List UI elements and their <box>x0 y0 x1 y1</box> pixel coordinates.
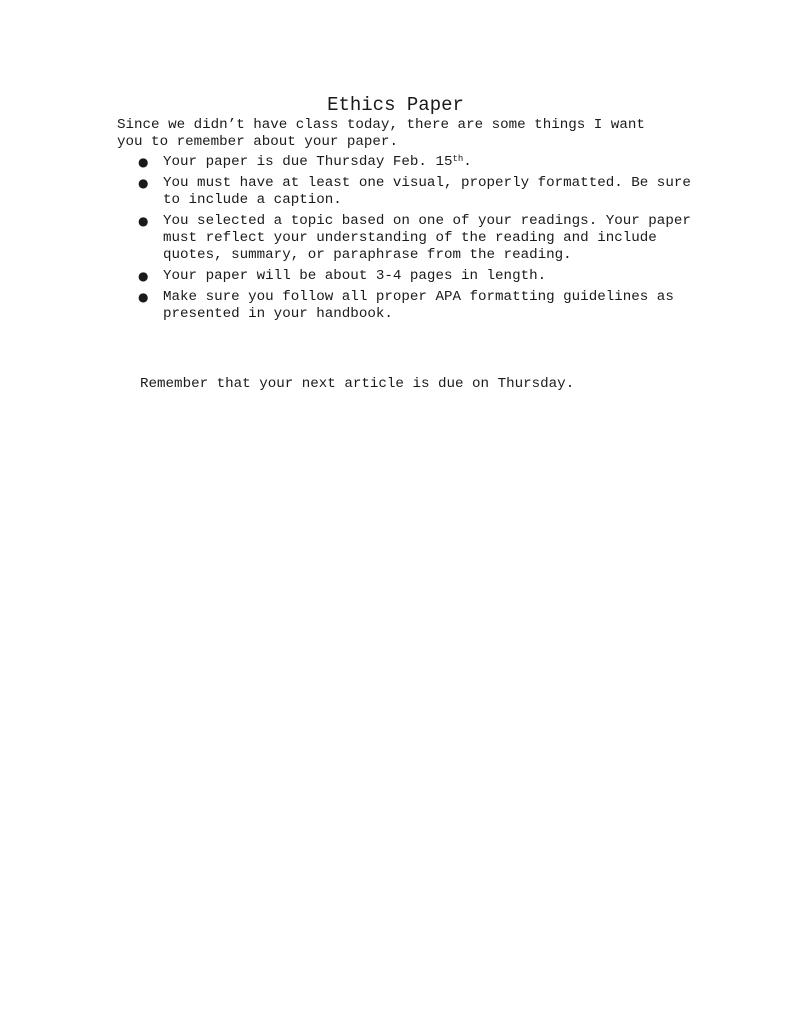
bullet-icon: ● <box>138 155 149 169</box>
list-item-text: Your paper is due Thursday Feb. 15th. <box>163 154 472 170</box>
list-item <box>117 175 697 209</box>
list-item-text: Your paper will be about 3-4 pages in length. <box>163 268 547 284</box>
list-item-text: You selected a topic based on one of your readings. Your paper must reflect your understanding of the reading and include quotes, summary, or paraphrase from the reading. <box>163 213 691 263</box>
list-item <box>117 289 697 323</box>
bullet-icon: ● <box>138 214 149 228</box>
list-item <box>117 154 697 171</box>
list-item <box>117 213 697 264</box>
bullet-icon: ● <box>138 290 149 304</box>
list-item <box>117 268 697 285</box>
closing-paragraph: Remember that your next article is due on Thursday. <box>140 376 575 392</box>
intro-paragraph: Since we didn’t have class today, there are some things I want you to remember about your paper. <box>117 117 645 150</box>
page-title: Ethics Paper <box>327 94 464 116</box>
bullet-icon: ● <box>138 176 149 190</box>
bullet-icon: ● <box>138 269 149 283</box>
superscript: th <box>452 154 464 164</box>
reminder-list <box>117 154 697 327</box>
list-item-text: You must have at least one visual, properly formatted. Be sure to include a caption. <box>163 175 691 208</box>
list-item-text: Make sure you follow all proper APA formatting guidelines as presented in your handbook. <box>163 289 674 322</box>
